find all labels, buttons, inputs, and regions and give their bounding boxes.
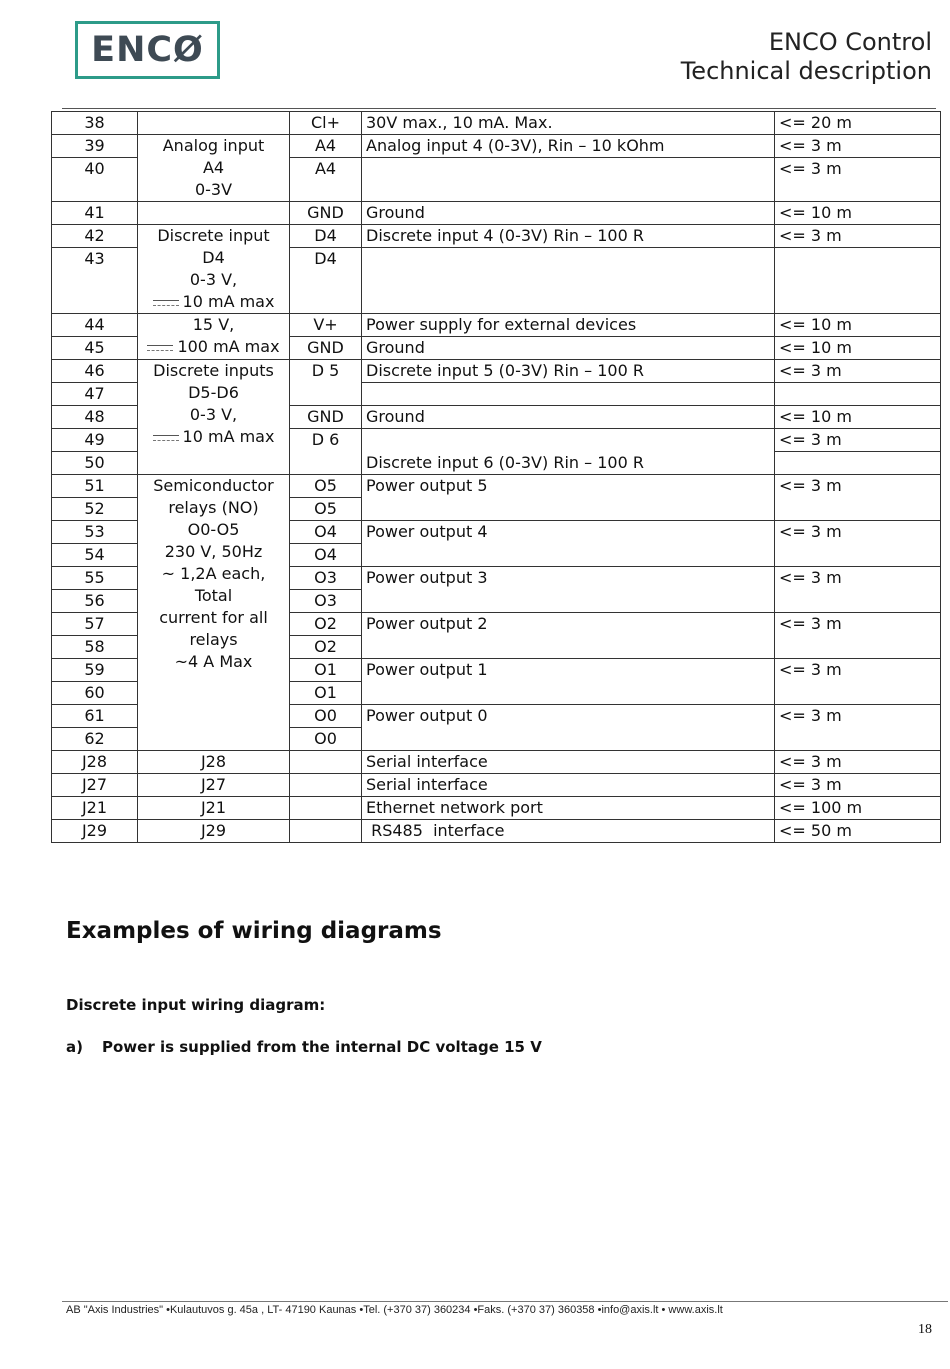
terminal-code: A4	[290, 158, 362, 202]
group-line-text: 10 mA max	[182, 427, 275, 446]
terminal-description: Power output 3	[362, 567, 775, 613]
cable-length: <= 10 m	[775, 337, 941, 360]
terminal-number: 41	[52, 202, 138, 225]
terminal-number: 46	[52, 360, 138, 383]
cable-length: <= 10 m	[775, 314, 941, 337]
terminal-spec-table	[51, 111, 941, 843]
cable-length: <= 3 m	[775, 613, 941, 659]
dc-symbol-icon	[153, 435, 179, 441]
terminal-number: 55	[52, 567, 138, 590]
terminal-number: 61	[52, 705, 138, 728]
cable-length: <= 20 m	[775, 112, 941, 135]
terminal-code: D4	[290, 225, 362, 248]
cable-length: <= 3 m	[775, 751, 941, 774]
terminal-code: O2	[290, 636, 362, 659]
group-line: ~ 1,2A each, Total	[161, 564, 266, 605]
terminal-number: J29	[52, 820, 138, 843]
section-subtitle: Discrete input wiring diagram:	[66, 996, 326, 1014]
terminal-code: D4	[290, 248, 362, 314]
group-line: D5-D6	[188, 383, 239, 402]
list-item-text: Power is supplied from the internal DC voltage 15 V	[102, 1038, 542, 1056]
terminal-description: 30V max., 10 mA. Max.	[362, 112, 775, 135]
cable-length: <= 3 m	[775, 360, 941, 383]
cable-length: <= 3 m	[775, 158, 941, 202]
terminal-number: 59	[52, 659, 138, 682]
terminal-code: O1	[290, 659, 362, 682]
terminal-number: J27	[52, 774, 138, 797]
terminal-number: 60	[52, 682, 138, 705]
table-row	[52, 751, 941, 774]
group-analog-input	[138, 135, 290, 202]
list-item	[66, 1038, 542, 1056]
terminal-description: Power supply for external devices	[362, 314, 775, 337]
group-line: current for all	[159, 608, 268, 627]
terminal-number: 51	[52, 475, 138, 498]
terminal-code: O0	[290, 705, 362, 728]
cable-length: <= 3 m	[775, 567, 941, 613]
group-line-text: 100 mA max	[177, 337, 280, 356]
cable-length: <= 3 m	[775, 429, 941, 452]
table-row	[52, 797, 941, 820]
table-row	[52, 774, 941, 797]
terminal-description: Ground	[362, 337, 775, 360]
terminal-code-empty	[290, 797, 362, 820]
page-number: 18	[918, 1322, 932, 1337]
header-title: ENCO Control	[768, 28, 932, 56]
group-label: J28	[138, 751, 290, 774]
group-line-text: 10 mA max	[182, 292, 275, 311]
cable-length: <= 10 m	[775, 406, 941, 429]
group-label: J21	[138, 797, 290, 820]
terminal-code-empty	[290, 774, 362, 797]
terminal-description: Power output 1	[362, 659, 775, 705]
footer-contact: AB "Axis Industries" •Kulautuvos g. 45a , LT- 47190 Kaunas •Tel. (+370 37) 360234 •Faks. (+370 37) 360358 •info@axis.lt • www.axis.lt	[66, 1304, 723, 1316]
terminal-number: 45	[52, 337, 138, 360]
terminal-description: RS485 interface	[362, 820, 775, 843]
dc-symbol-icon	[153, 300, 179, 306]
document-header	[681, 28, 932, 86]
terminal-number: 62	[52, 728, 138, 751]
table-row	[52, 820, 941, 843]
terminal-number: 44	[52, 314, 138, 337]
terminal-description: Analog input 4 (0-3V), Rin – 10 kOhm	[362, 135, 775, 158]
terminal-code: O2	[290, 613, 362, 636]
cable-length: <= 100 m	[775, 797, 941, 820]
group-line: A4	[202, 158, 225, 177]
terminal-number: 43	[52, 248, 138, 314]
terminal-description: Power output 4	[362, 521, 775, 567]
group-line: 230 V, 50Hz	[164, 542, 263, 561]
group-label: J27	[138, 774, 290, 797]
terminal-number: J28	[52, 751, 138, 774]
group-cell-empty	[138, 202, 290, 225]
group-discrete-inputs-d5-d6	[138, 360, 290, 475]
group-line: Discrete inputs	[153, 361, 274, 380]
terminal-code: D 6	[290, 429, 362, 475]
terminal-description: Power output 5	[362, 475, 775, 521]
terminal-code: O3	[290, 590, 362, 613]
terminal-description: Serial interface	[362, 774, 775, 797]
terminal-code: A4	[290, 135, 362, 158]
terminal-code-empty	[290, 820, 362, 843]
terminal-code: O0	[290, 728, 362, 751]
logo-text: ENCØ	[91, 30, 204, 70]
group-line: relays	[189, 630, 238, 649]
cable-length: <= 3 m	[775, 475, 941, 521]
terminal-description: Power output 0	[362, 705, 775, 751]
group-line: Semiconductor	[153, 476, 274, 495]
terminal-code: GND	[290, 337, 362, 360]
header-divider	[62, 108, 936, 109]
terminal-code: GND	[290, 406, 362, 429]
terminal-description: Power output 2	[362, 613, 775, 659]
terminal-description: Ground	[362, 406, 775, 429]
cable-length: <= 3 m	[775, 705, 941, 751]
terminal-code: O4	[290, 521, 362, 544]
terminal-number: J21	[52, 797, 138, 820]
terminal-description-empty	[362, 383, 775, 406]
cable-length: <= 10 m	[775, 202, 941, 225]
table-row	[52, 314, 941, 337]
group-line	[142, 291, 285, 313]
terminal-number: 53	[52, 521, 138, 544]
cable-length-empty	[775, 248, 941, 314]
terminal-number: 58	[52, 636, 138, 659]
group-cell-empty	[138, 112, 290, 135]
group-line: 0-3V	[194, 180, 233, 199]
terminal-code: D 5	[290, 360, 362, 406]
cable-length-empty	[775, 452, 941, 475]
terminal-code: O3	[290, 567, 362, 590]
group-line: 15 V,	[192, 315, 235, 334]
group-line: D4	[202, 248, 225, 267]
group-line: O0-O5	[187, 520, 240, 539]
cable-length: <= 3 m	[775, 521, 941, 567]
terminal-code: V+	[290, 314, 362, 337]
group-power-supply	[138, 314, 290, 360]
group-semiconductor-relays	[138, 475, 290, 751]
terminal-number: 49	[52, 429, 138, 452]
enco-logo	[75, 21, 220, 79]
cable-length: <= 3 m	[775, 774, 941, 797]
terminal-code: O5	[290, 475, 362, 498]
dc-symbol-icon	[147, 345, 173, 351]
terminal-number: 42	[52, 225, 138, 248]
terminal-number: 48	[52, 406, 138, 429]
terminal-description: Discrete input 6 (0-3V) Rin – 100 R	[362, 429, 775, 475]
cable-length: <= 3 m	[775, 225, 941, 248]
terminal-description: Serial interface	[362, 751, 775, 774]
terminal-code: O1	[290, 682, 362, 705]
terminal-description: Ground	[362, 202, 775, 225]
section-title: Examples of wiring diagrams	[66, 918, 442, 944]
group-line	[142, 336, 285, 358]
cable-length: <= 50 m	[775, 820, 941, 843]
group-line: 0-3 V,	[189, 270, 238, 289]
group-line: ~4 A Max	[174, 652, 253, 671]
header-subtitle: Technical description	[680, 57, 932, 85]
terminal-code-empty	[290, 751, 362, 774]
group-line: 0-3 V,	[189, 405, 238, 424]
table-row	[52, 112, 941, 135]
list-item-label: a)	[66, 1038, 83, 1056]
cable-length-empty	[775, 383, 941, 406]
group-line: Analog input	[162, 136, 265, 155]
terminal-number: 38	[52, 112, 138, 135]
cable-length: <= 3 m	[775, 135, 941, 158]
terminal-number: 50	[52, 452, 138, 475]
group-label: J29	[138, 820, 290, 843]
cable-length: <= 3 m	[775, 659, 941, 705]
terminal-description-empty	[362, 158, 775, 202]
table-row	[52, 475, 941, 498]
terminal-code: O4	[290, 544, 362, 567]
footer-divider	[62, 1301, 948, 1302]
terminal-number: 56	[52, 590, 138, 613]
terminal-description-empty	[362, 248, 775, 314]
table-row	[52, 225, 941, 248]
terminal-code: O5	[290, 498, 362, 521]
table-row	[52, 202, 941, 225]
terminal-description: Discrete input 4 (0-3V) Rin – 100 R	[362, 225, 775, 248]
table-row	[52, 135, 941, 158]
table-row	[52, 360, 941, 383]
terminal-description: Discrete input 5 (0-3V) Rin – 100 R	[362, 360, 775, 383]
terminal-number: 47	[52, 383, 138, 406]
terminal-number: 39	[52, 135, 138, 158]
group-discrete-input-d4	[138, 225, 290, 314]
terminal-code: GND	[290, 202, 362, 225]
terminal-number: 40	[52, 158, 138, 202]
group-line	[142, 426, 285, 448]
group-line: relays (NO)	[168, 498, 259, 517]
terminal-number: 57	[52, 613, 138, 636]
terminal-number: 52	[52, 498, 138, 521]
group-line: Discrete input	[157, 226, 270, 245]
terminal-description: Ethernet network port	[362, 797, 775, 820]
terminal-number: 54	[52, 544, 138, 567]
terminal-code: Cl+	[290, 112, 362, 135]
